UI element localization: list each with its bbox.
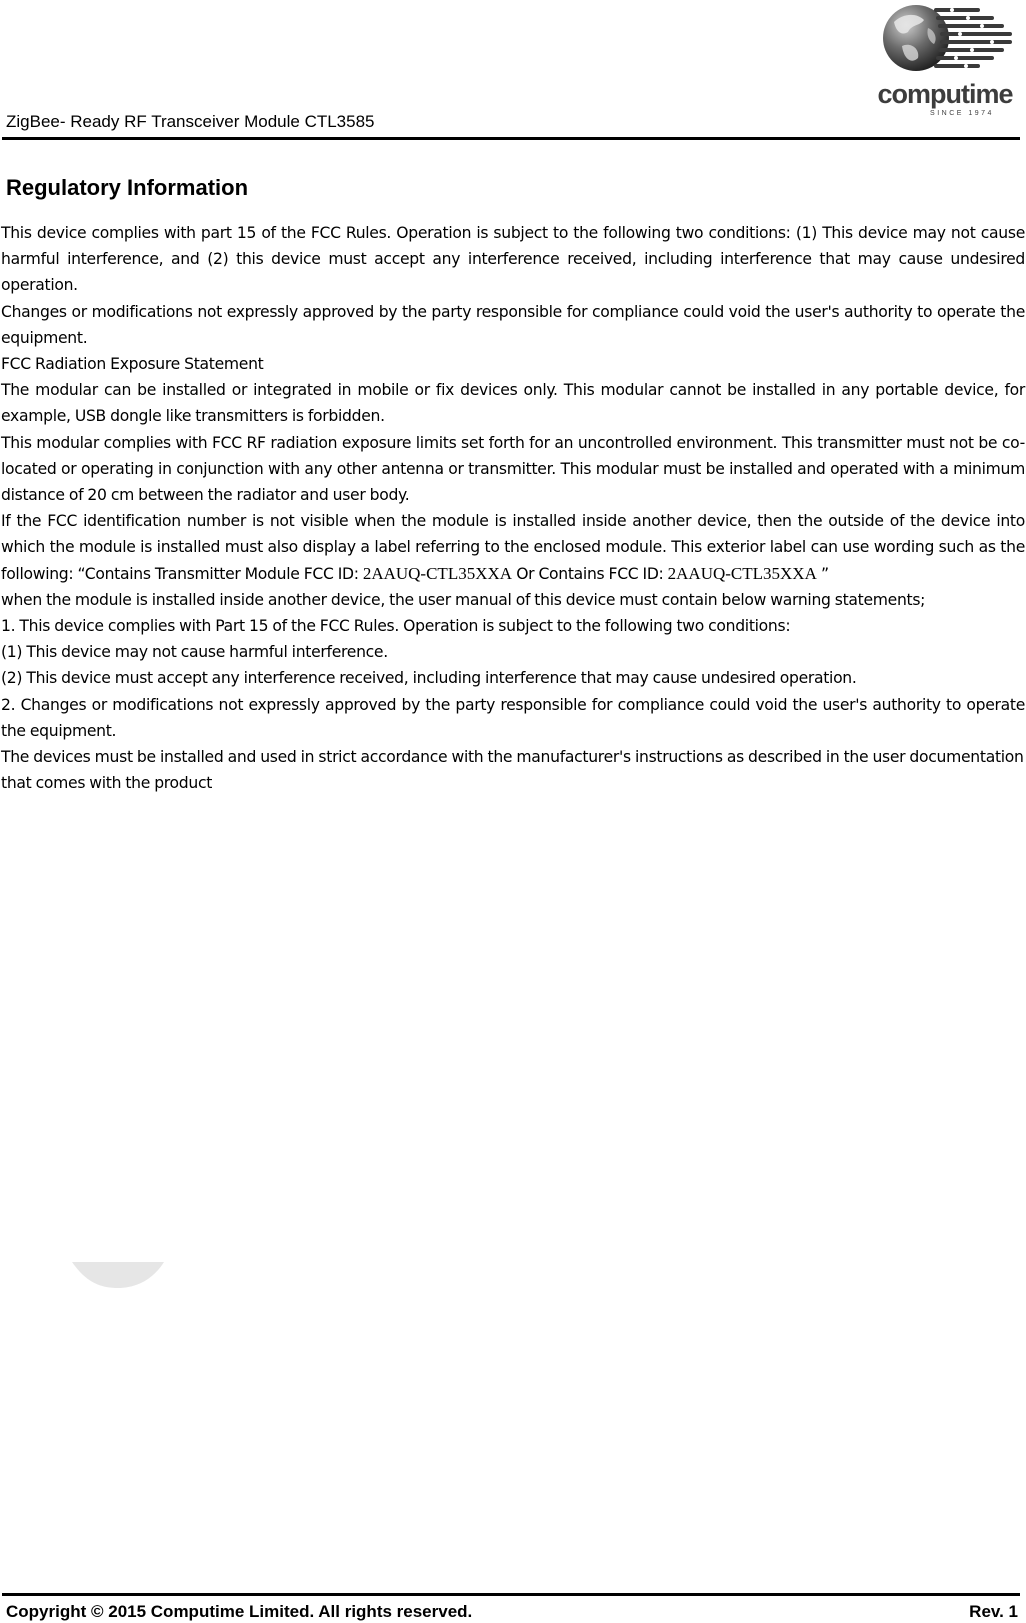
logo-wordmark: computime (877, 79, 1013, 109)
footer-divider (2, 1593, 1020, 1596)
fcc-id: 2AAUQ-CTL35XXA (667, 563, 817, 583)
installation-paragraph: The modular can be installed or integrated in mobile or fix devices only. This modular cannot be installed in any portable device, for example, USB dongle like transmitters is forbidden. (1, 381, 1025, 426)
header-divider (2, 137, 1020, 140)
warning-item-2: 2. Changes or modifications not expressly approved by the party responsible for compliance could void the user's authority to operate the equipment. (1, 695, 1025, 740)
rf-exposure-heading: FCC Radiation Exposure Statement (1, 355, 264, 374)
section-heading: Regulatory Information (6, 175, 249, 200)
fcc-label-intro: If the FCC identification number is not visible when the module is installed inside another device, then the outside of the device into which the module is installed must also display a label referring to the enclosed module. This exterior label can use wording such as the following: “Contains Transmitter Module FCC ID: (1, 512, 1025, 583)
installation-instructions-paragraph: The devices must be installed and used in strict accordance with the manufacturer's instructions as described in the user documentation that comes with the product (1, 748, 1024, 793)
fcc-label-connector: Or Contains FCC ID: (512, 564, 668, 583)
modification-warning-paragraph: Changes or modifications not expressly approved by the party responsible for compliance could void the user's authority to operate the equipment. (1, 302, 1025, 347)
fcc-compliance-paragraph: This device complies with part 15 of the FCC Rules. Operation is subject to the following two conditions: (1) This device may not cause harmful interference, and (2) this device must accept any interference received, including interference that may cause undesired operation. (1, 224, 1025, 295)
footer-copyright: Copyright © 2015 Computime Limited. All rights reserved. (6, 1602, 473, 1621)
warning-item-1a: (1) This device may not cause harmful interference. (1, 643, 388, 662)
fcc-label-paragraph (1, 508, 1025, 587)
warning-item-1b: (2) This device must accept any interference received, including interference that may cause undesired operation. (1, 669, 857, 688)
rf-exposure-paragraph: This modular complies with FCC RF radiation exposure limits set forth for an uncontrolled environment. This transmitter must not be co-located or operating in conjunction with any other antenna or transmitter. This modular must be installed and operated with a minimum distance of 20 cm between the radiator and user body. (1, 433, 1025, 505)
user-manual-paragraph: when the module is installed inside another device, the user manual of this device must contain below warning statements; (1, 590, 926, 609)
fcc-id: 2AAUQ-CTL35XXA (362, 563, 513, 583)
warning-item-1: 1. This device complies with Part 15 of the FCC Rules. Operation is subject to the following two conditions: (1, 617, 791, 636)
watermark-mark (72, 1262, 164, 1290)
fcc-label-closing: ” (816, 564, 829, 583)
document-header-title: ZigBee- Ready RF Transceiver Module CTL3585 (6, 112, 375, 131)
regulatory-body (1, 220, 1025, 796)
computime-logo (872, 2, 1018, 120)
globe-icon (883, 5, 949, 71)
footer-revision: Rev. 1 (969, 1602, 1018, 1621)
logo-tagline: SINCE 1974 (930, 110, 994, 117)
